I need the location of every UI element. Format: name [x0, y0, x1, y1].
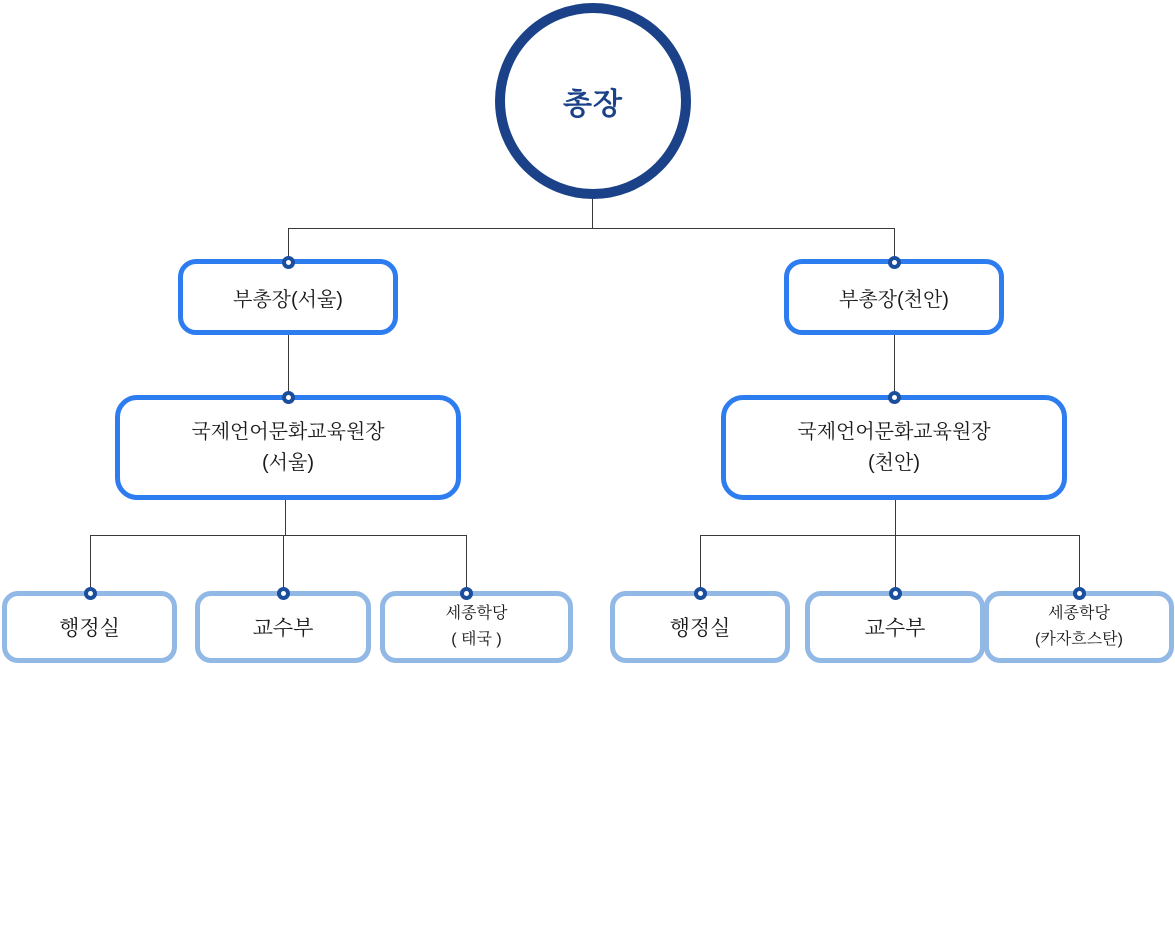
node-admin-office-seoul [2, 591, 177, 663]
node-faculty-dept-seoul-label: 교수부 [252, 617, 314, 640]
connector-dot [889, 587, 902, 600]
node-admin-office-cheonan-label: 행정실 [669, 617, 731, 640]
connector-dot [888, 391, 901, 404]
node-sejong-kazakhstan-line2: (카자흐스탄) [1035, 631, 1123, 648]
connector-line [466, 535, 467, 593]
node-director-seoul-line2: (서울) [262, 451, 314, 474]
connector-line [592, 199, 593, 229]
node-sejong-thailand [380, 591, 573, 663]
connector-dot [282, 256, 295, 269]
node-vp-cheonan [784, 259, 1004, 335]
connector-line [283, 535, 284, 593]
connector-line [288, 335, 289, 397]
node-sejong-thailand-line1: 세종학당 [445, 605, 508, 622]
connector-line [895, 535, 896, 593]
connector-line [285, 500, 286, 536]
node-president [495, 3, 691, 199]
connector-dot [460, 587, 473, 600]
node-director-cheonan-line2: (천안) [868, 451, 920, 474]
connector-line [90, 535, 91, 593]
node-faculty-dept-cheonan [805, 591, 985, 663]
node-president-label: 총장 [563, 88, 623, 121]
node-director-cheonan [721, 395, 1067, 500]
connector-line [700, 535, 1080, 536]
connector-line [894, 228, 895, 258]
node-sejong-kazakhstan-line1: 세종학당 [1048, 605, 1110, 622]
connector-dot [888, 256, 901, 269]
connector-line [90, 535, 467, 536]
node-faculty-dept-cheonan-label: 교수부 [864, 617, 926, 640]
connector-dot [277, 587, 290, 600]
node-director-cheonan-line1: 국제언어문화교육원장 [797, 420, 991, 443]
node-director-seoul-line1: 국제언어문화교육원장 [191, 420, 385, 443]
connector-line [894, 335, 895, 397]
connector-dot [1073, 587, 1086, 600]
connector-line [1079, 535, 1080, 593]
node-sejong-thailand-line2: ( 태국 ) [451, 631, 502, 648]
node-admin-office-cheonan [610, 591, 790, 663]
connector-dot [84, 587, 97, 600]
connector-line [288, 228, 895, 229]
node-vp-cheonan-label: 부총장(천안) [839, 288, 949, 311]
node-sejong-kazakhstan [984, 591, 1174, 663]
node-vp-seoul-label: 부총장(서울) [233, 288, 343, 311]
connector-line [288, 228, 289, 258]
node-director-seoul [115, 395, 461, 500]
connector-line [700, 535, 701, 593]
node-admin-office-seoul-label: 행정실 [59, 617, 120, 640]
connector-dot [282, 391, 295, 404]
connector-line [895, 500, 896, 536]
connector-dot [694, 587, 707, 600]
node-faculty-dept-seoul [195, 591, 371, 663]
node-vp-seoul [178, 259, 398, 335]
